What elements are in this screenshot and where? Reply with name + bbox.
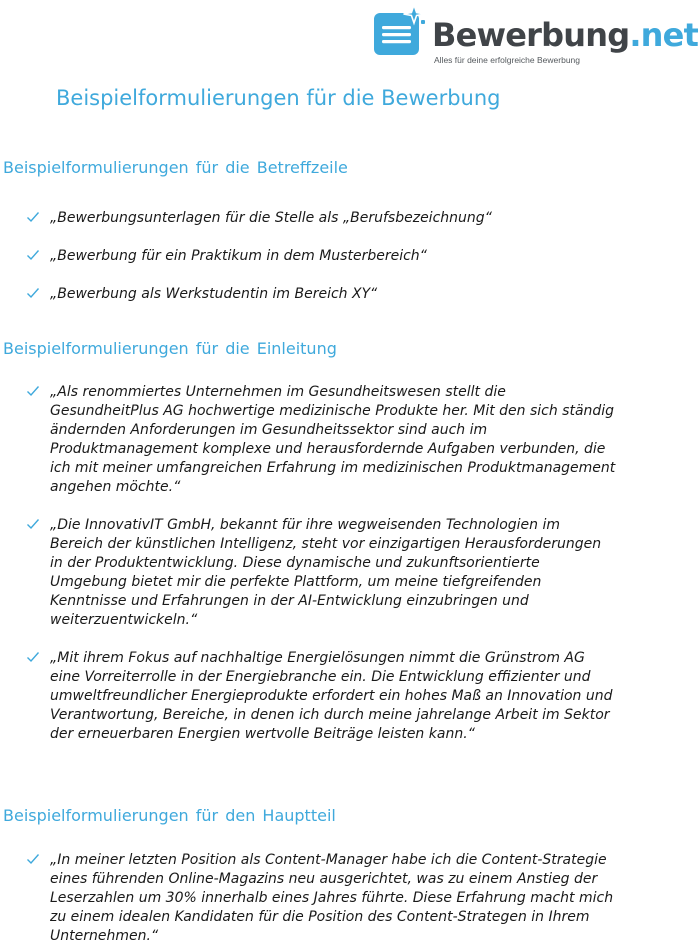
logo-tagline: Alles für deine erfolgreiche Bewerbung [434, 55, 581, 65]
brand-logo[interactable] [373, 4, 698, 68]
logo-name-tld: .net [629, 16, 698, 54]
checkmark-icon [26, 650, 40, 664]
section-heading-betreffzeile: Beispielformulierungen für die Betreffzeile [3, 158, 348, 177]
item-text: „Als renommiertes Unternehmen im Gesundheitswesen stellt die GesundheitPlus AG hochwertige medizinische Produkte her. Mit den sich ständig ändernden Anforderungen im Gesundheitssektor sind auch im Produktmanagement komplexe und herausfordernde Aufgaben verbunden, die ich mit meiner umfangreichen Erfahrung im medizinischen Produktmanagement angehen möchte.“ [50, 384, 616, 495]
section-heading-hauptteil: Beispielformulierungen für den Hauptteil [3, 806, 336, 825]
checkmark-icon [26, 210, 40, 224]
item-text: „Bewerbungsunterlagen für die Stelle als „Berufsbezeichnung“ [50, 210, 492, 226]
document-sparkle-icon [373, 4, 429, 58]
logo-name-main: Bewerbung [432, 16, 630, 54]
item-text: „In meiner letzten Position als Content-Manager habe ich die Content-Strategie eines führenden Online-Magazins neu ausgerichtet, was zu einem Anstieg der Leserzahlen um 30% innerhalb eines Jahres führte. Diese Erfahrung macht mich zu einem idealen Kandidaten für die Position des Content-Strategen in Ihrem Unternehmen.“ [50, 852, 614, 944]
item-text: „Mit ihrem Fokus auf nachhaltige Energielösungen nimmt die Grünstrom AG eine Vorreiterrolle in der Energiebranche ein. Die Entwicklung effizienter und umweltfreundlicher Energieprodukte erfordert ein hohes Maß an Innovation und Verantwortung, Bereiche, in denen ich durch meine jahrelange Arbeit im Sektor der erneuerbaren Energien wertvolle Beiträge leisten kann.“ [50, 650, 613, 742]
checkmark-icon [26, 852, 40, 866]
item-text: „Bewerbung als Werkstudentin im Bereich XY“ [50, 286, 378, 302]
item-text: „Die InnovativIT GmbH, bekannt für ihre wegweisenden Technologien im Bereich der künstlichen Intelligenz, steht vor einzigartigen Herausforderungen in der Produktentwicklung. Diese dynamische und zukunftsorientierte Umgebung bietet mir die perfekte Plattform, um meine tiefgreifenden Kenntnisse und Erfahrungen in der AI-Entwicklung einzubringen und weiterzuentwickeln.“ [50, 517, 602, 628]
checkmark-icon [26, 286, 40, 300]
item-text: „Bewerbung für ein Praktikum in dem Musterbereich“ [50, 248, 427, 264]
checkmark-icon [26, 384, 40, 398]
checkmark-icon [26, 248, 40, 262]
page-title: Beispielformulierungen für die Bewerbung [56, 86, 501, 110]
logo-wordmark [432, 17, 698, 53]
section-heading-einleitung: Beispielformulierungen für die Einleitung [3, 339, 337, 358]
checkmark-icon [26, 517, 40, 531]
